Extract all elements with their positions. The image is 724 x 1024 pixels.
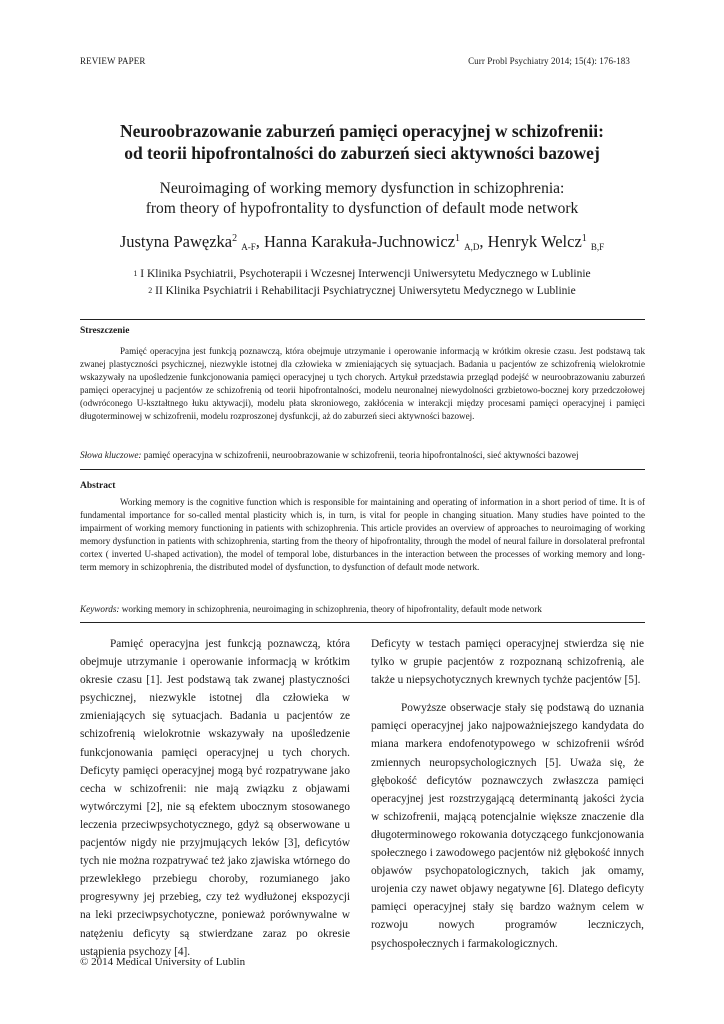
divider-middle [80,469,645,470]
abstract-heading: Abstract [80,481,116,491]
abstract-body [80,496,645,575]
author-contribution: A,D [464,242,480,252]
affiliation-item [60,266,664,283]
author-separator: , [479,232,484,251]
body-paragraph: Powyższe obserwacje stały się podstawą do uznania pamięci operacyjnej jako najpoważniejszego kandydata do miana markera endofenotypowego w schizofrenii wśród zmiennych neuropsychologicznych [5]. Uważa się, że głębokość deficytów poznawczych zwłaszcza pamięci operacyjnej jest rozstrzygającą determinantą jakości życia w schizofrenii, mającą potencjalnie większe znaczenie dla długoterminowego rokowania dotyczącego funkcjonowania społecznego i zawodowego pacjentów niż głębokość innych objawów psychopatologicznych, takich jak omamy, urojenia czy nawet objawy negatywne [6]. Dlatego deficyty pamięci operacyjnej stały się bardzo ważnym celem w rozwoju nowych programów leczniczych, psychospołecznych i farmakologicznych. [371,702,644,950]
affiliation-number: 2 [148,286,153,295]
journal-citation: Curr Probl Psychiatry 2014; 15(4): 176-183 [468,56,630,66]
streszczenie-body [80,345,645,424]
body-paragraph: Pamięć operacyjna jest funkcją poznawczą, która obejmuje utrzymanie i operowanie informacją w krótkim okresie czasu [1]. Jest podstawą tak zwanej plastyczności psychicznej, niezwykle istotnej dla człowieka w zmieniających się sytuacjach. Badania u pacjentów ze schizofrenią wielokrotnie wskazywały na upośledzenie funkcjonowania pamięci operacyjnej u tych chorych. Deficyty pamięci operacyjnej mogą być rozpatrywane jako cecha w schizofrenii: nie mają związku z objawami wytwórczymi [2], nie są efektem ubocznym stosowanego leczenia przeciwpsychotycznego, gdyż są obserwowane u pacjentów nigdy nie przyjmujących leków [3], deficytów tych nie można rozpatrywać też jako zjawiska wtórnego do przewlekłego przebiegu choroby, rozumianego jako progresywny jej przebieg, czy też wydłużonej ekspozycji na leki przeciwpsychotyczne, ponieważ porównywalne w natężeniu deficyty są stwierdzane zaraz po okresie ustąpienia psychozy [4]. [80,638,350,958]
divider-top [80,319,645,320]
body-paragraph: Deficyty w testach pamięci operacyjnej stwierdza się nie tylko w grupie pacjentów z rozpoznaną schizofrenią, ale także u niepsychotycznych krewnych tychże pacjentów [5]. [371,638,644,687]
author-affiliation-number: 2 [232,233,238,244]
keywords-pl: pamięć operacyjna w schizofrenii, neuroobrazowanie w schizofrenii, teoria hipofrontalności, sieć aktywności bazowej [143,450,579,460]
journal-section-label: REVIEW PAPER [80,56,146,66]
author-contribution: A-F [241,242,256,252]
body-column-left [80,635,350,961]
streszczenie-keywords [80,449,645,462]
title-polish [60,120,664,164]
author-name: Hanna Karakuła-Juchnowicz [263,232,456,251]
author-list [60,231,664,255]
title-english-line2: from theory of hypofrontality to dysfunction of default mode network [145,200,579,217]
divider-bottom [80,622,645,623]
abstract-keywords [80,603,645,616]
title-english-line1: Neuroimaging of working memory dysfunction in schizophrenia: [159,180,565,197]
title-polish-line1: Neuroobrazowanie zaburzeń pamięci operacyjnej w schizofrenii: [120,121,604,141]
author-name: Henryk Welcz [487,232,582,251]
keywords-en: working memory in schizophrenia, neuroimaging in schizophrenia, theory of hipofrontality, default mode network [121,604,542,614]
streszczenie-heading: Streszczenie [80,326,130,336]
author-affiliation-number: 1 [455,233,461,244]
affiliation-text: II Klinika Psychiatrii i Rehabilitacji Psychiatrycznej Uniwersytetu Medycznego w Lublinie [155,285,576,297]
author-affiliation-number: 1 [581,233,587,244]
author-contribution: B,F [590,242,605,252]
copyright-footer: © 2014 Medical University of Lublin [80,956,246,968]
title-english [60,179,664,219]
affiliation-text: I Klinika Psychiatrii, Psychoterapii i Wczesnej Interwencji Uniwersytetu Medycznego w Lublinie [140,268,591,280]
streszczenie-text: Pamięć operacyjna jest funkcją poznawczą, która obejmuje utrzymanie i operowanie informacją w krótkim okresie czasu. Jest podstawą tak zwanej plastyczności psychicznej, niezwykle istotnej dla człowieka w zmieniających się sytuacjach. Badania u pacjentów ze schizofrenią wielokrotnie wskazywały na upośledzenie funkcjonowania pamięci operacyjnej u tych chorych. Artykuł przedstawia przegląd podejść w neuroobrazowaniu zaburzeń pamięci operacyjnej u pacjentów ze schizofrenią od teorii hipofrontalności, modelu neuronalnej niewydolności grzbietowo-bocznej kory przedczołowej (odwróconego U-kształtnego łuku aktywacji), modelu płata skroniowego, zakłócenia w interakcji między procesami pamięci operacyjnej i pamięci długoterminowej w schizofrenii, modelu rozproszonej dysfunkcji, aż do zaburzeń sieci aktywności bazowej. [80,346,645,422]
abstract-text: Working memory is the cognitive function which is responsible for maintaining and operating of information in a short period of time. It is of fundamental importance for so-called mental plasticity which is, in turn, is vital for people in changing situation. Many studies have pointed to the impairment of working memory functioning in patients with schizophrenia. This article provides an overview of approaches to neuroimaging of working memory dysfunction in patients with schizophrenia, starting from the theory of hipofrontality, through the model of neural failure in dorsolateral prefrontal cortex ( inverted U-shaped activation), the model of temporal lobe, disturbances in the interaction between the processes of working memory and long-term memory in schizophrenia, the distributed model of dysfunction, to dysfunction of default mode network. [80,497,645,573]
keywords-label-pl: Słowa kluczowe: [80,450,142,460]
title-polish-line2: od teorii hipofrontalności do zaburzeń sieci aktywności bazowej [124,143,600,163]
affiliation-item [60,283,664,300]
affiliation-number: 1 [133,269,138,278]
author-separator: , [255,232,260,251]
affiliations [60,266,664,300]
keywords-label-en: Keywords: [80,604,120,614]
body-column-right [371,635,644,953]
author-name: Justyna Pawęzka [119,232,233,251]
